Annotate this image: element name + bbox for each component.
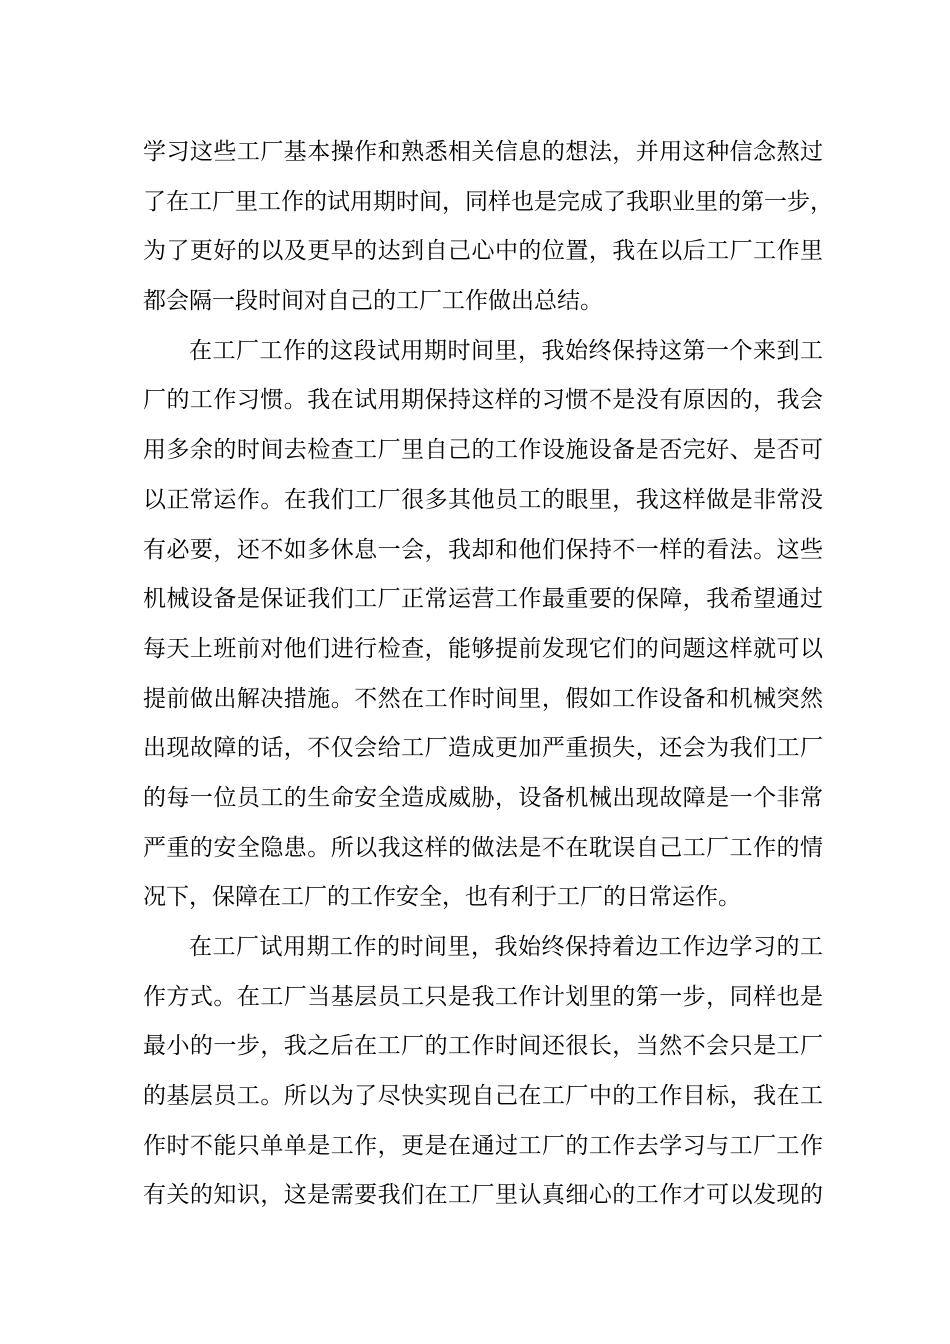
paragraph-first-line: 在工厂试用期工作的时间里，我始终保持着边工作边学习的工 [189,934,823,960]
text-line: 况下，保障在工厂的工作安全，也有利于工厂的日常运作。 [143,884,741,911]
text-line: 都会隔一段时间对自己的工厂工作做出总结。 [143,288,603,315]
text-line: 以正常运作。在我们工厂很多其他员工的眼里，我这样做是非常没 [143,486,823,513]
text-line: 提前做出解决措施。不然在工作时间里，假如工作设备和机械突然 [143,685,823,712]
text-line: 有必要，还不如多休息一会，我却和他们保持不一样的看法。这些 [143,536,823,563]
text-line: 厂的工作习惯。我在试用期保持这样的习惯不是没有原因的，我会 [143,387,823,414]
text-line: 每天上班前对他们进行检查，能够提前发现它们的问题这样就可以 [143,635,823,662]
document-body [143,128,833,1221]
text-line: 为了更好的以及更早的达到自己心中的位置，我在以后工厂工作里 [143,238,823,265]
text-line: 的基层员工。所以为了尽快实现自己在工厂中的工作目标，我在工 [143,1083,823,1110]
text-line: 了在工厂里工作的试用期时间，同样也是完成了我职业里的第一步， [143,188,833,215]
text-line: 作时不能只单单是工作，更是在通过工厂的工作去学习与工厂工作 [143,1132,823,1159]
paragraph-first-line: 在工厂工作的这段试用期时间里，我始终保持这第一个来到工 [189,337,823,364]
text-line: 学习这些工厂基本操作和熟悉相关信息的想法，并用这种信念熬过 [143,139,823,165]
text-line: 的每一位员工的生命安全造成威胁，设备机械出现故障是一个非常 [143,784,823,811]
text-line: 有关的知识，这是需要我们在工厂里认真细心的工作才可以发现的 [143,1182,823,1209]
text-line: 用多余的时间去检查工厂里自己的工作设施设备是否完好、是否可 [143,437,823,464]
text-line: 严重的安全隐患。所以我这样的做法是不在耽误自己工厂工作的情 [143,834,823,861]
text-line: 最小的一步，我之后在工厂的工作时间还很长，当然不会只是工厂 [143,1033,823,1060]
text-line: 机械设备是保证我们工厂正常运营工作最重要的保障，我希望通过 [143,586,823,613]
text-line: 作方式。在工厂当基层员工只是我工作计划里的第一步，同样也是 [143,983,823,1010]
text-line: 出现故障的话，不仅会给工厂造成更加严重损失，还会为我们工厂 [143,735,823,762]
